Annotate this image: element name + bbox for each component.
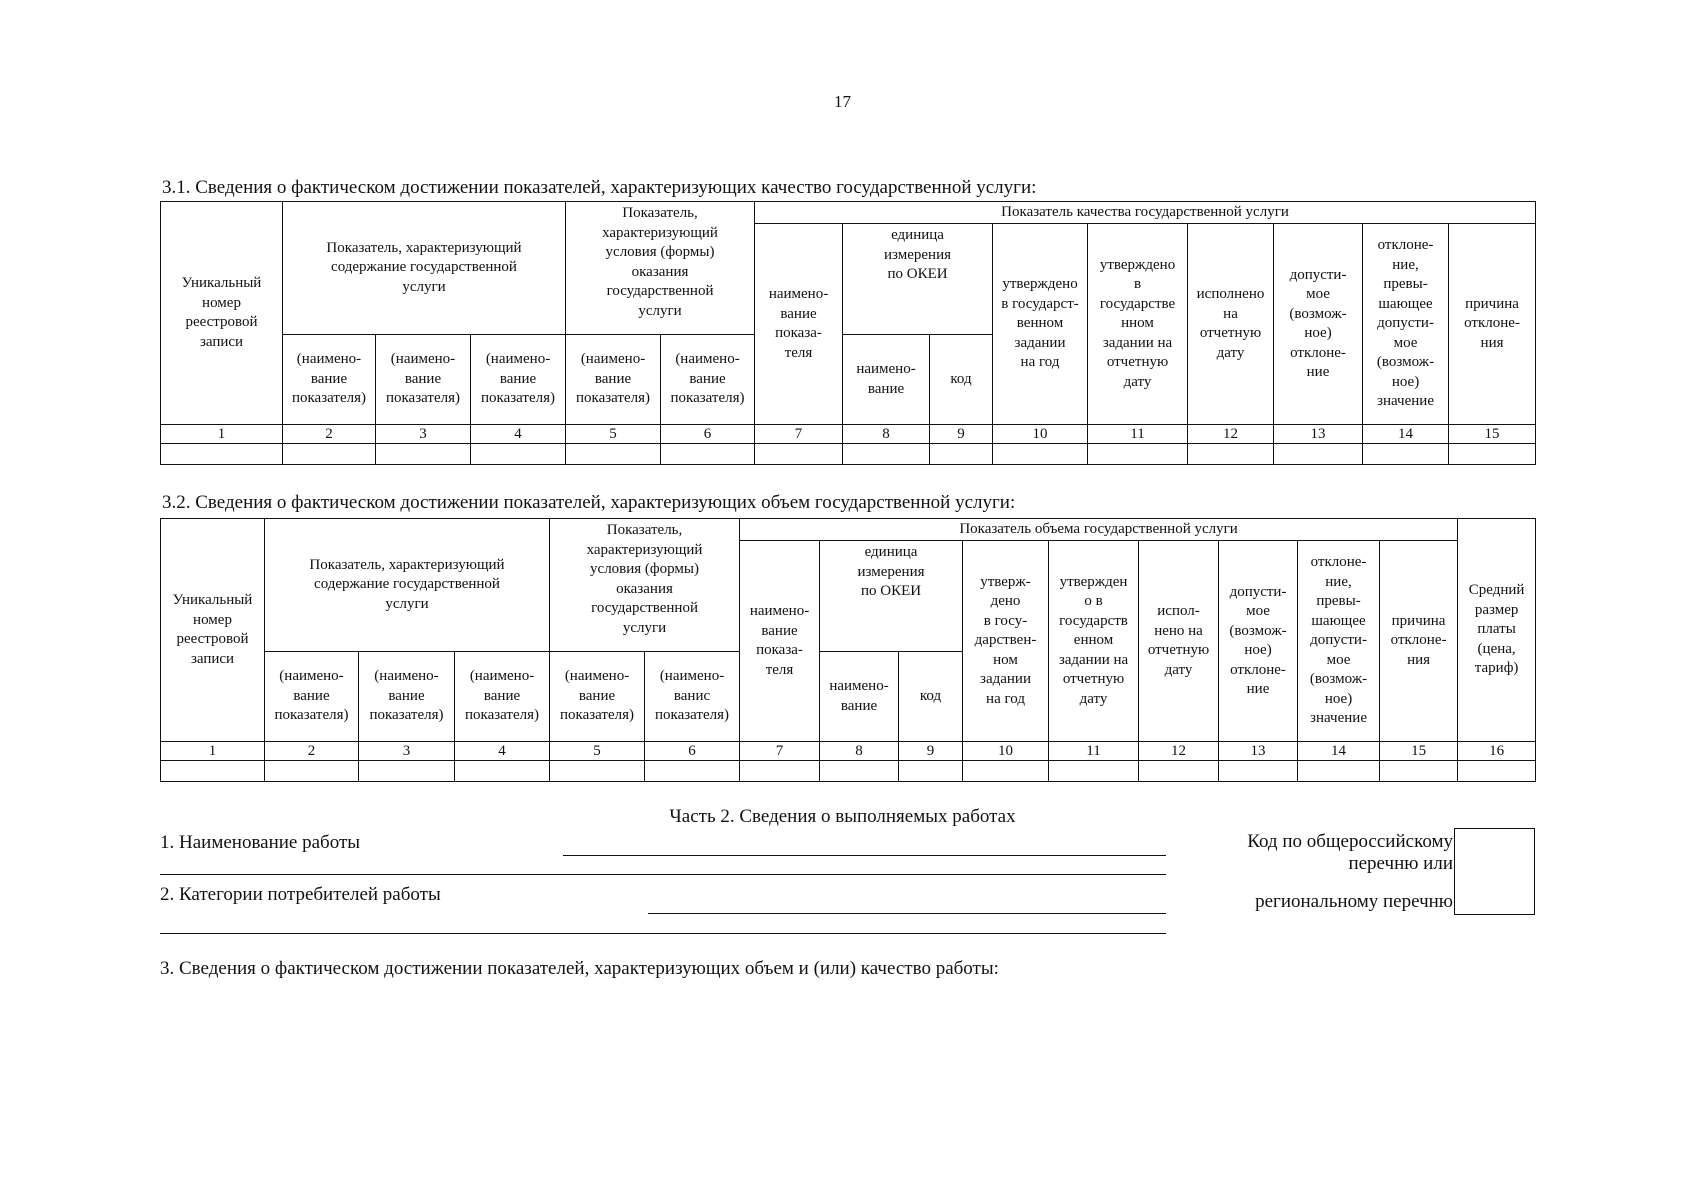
empty-data-row: [161, 444, 1536, 465]
column-number: 1: [161, 742, 265, 761]
code-label-line3: региональному перечню: [1255, 891, 1453, 912]
header-approved-year: утверждено в государст- венном задании на год: [993, 224, 1088, 425]
header-content-indicator: Показатель, характеризующий содержание государственной услуги: [265, 519, 550, 652]
header-unique-number: Уникальный номер реестровой записи: [161, 519, 265, 742]
table-cell: [740, 761, 820, 782]
table-cell: [455, 761, 550, 782]
column-number: 12: [1139, 742, 1219, 761]
header-allowed-deviation: допусти- мое (возмож- ное) отклоне- ние: [1219, 541, 1298, 742]
work-name-label: 1. Наименование работы: [160, 832, 361, 853]
table-cell: [283, 444, 376, 465]
header-approved-date: утвержден о в государств енном задании на отчетную дату: [1049, 541, 1139, 742]
header-quality-group: Показатель качества государственной услуги: [755, 202, 1536, 224]
section3-title: 3. Сведения о фактическом достижении показателей, характеризующих объем и (или) качество работы:: [160, 958, 999, 979]
column-number: 15: [1449, 425, 1536, 444]
column-number: 4: [471, 425, 566, 444]
header-sub-indicator: (наимено- вание показателя): [455, 652, 550, 742]
table-cell: [161, 761, 265, 782]
header-sub-indicator: (наимено- вание показателя): [550, 652, 645, 742]
code-label-line2: перечню или: [1348, 853, 1453, 874]
column-number: 1: [161, 425, 283, 444]
header-conditions-indicator: Показатель, характеризующий условия (формы) оказания государственной услуги: [550, 519, 740, 652]
header-sub-indicator: (наимено- вание показателя): [661, 335, 755, 425]
table-cell: [1188, 444, 1274, 465]
part2-title: Часть 2. Сведения о выполняемых работах: [669, 806, 1016, 827]
table-cell: [1088, 444, 1188, 465]
code-label-line1: Код по общероссийскому: [1247, 831, 1453, 852]
header-approved-date: утверждено в государстве нном задании на отчетную дату: [1088, 224, 1188, 425]
work-consumers-continuation-line[interactable]: [160, 933, 1166, 934]
table-cell: [1139, 761, 1219, 782]
column-number: 8: [820, 742, 899, 761]
column-number: 13: [1219, 742, 1298, 761]
column-number: 9: [899, 742, 963, 761]
column-number: 6: [661, 425, 755, 444]
column-number: 11: [1049, 742, 1139, 761]
work-consumers-line[interactable]: [648, 913, 1166, 914]
header-unit-code: код: [930, 335, 993, 425]
table-cell: [930, 444, 993, 465]
table-cell: [359, 761, 455, 782]
header-exceeding-deviation: отклоне- ние, превы- шающее допусти- мое (возмож- ное) значение: [1298, 541, 1380, 742]
header-deviation-reason: причина отклоне- ния: [1380, 541, 1458, 742]
table-cell: [1363, 444, 1449, 465]
header-content-indicator: Показатель, характеризующий содержание государственной услуги: [283, 202, 566, 335]
header-sub-indicator: (наимено- вание показателя): [283, 335, 376, 425]
column-number: 14: [1298, 742, 1380, 761]
column-number: 16: [1458, 742, 1536, 761]
header-sub-indicator: (наимено- вание показателя): [265, 652, 359, 742]
header-volume-group: Показатель объема государственной услуги: [740, 519, 1458, 541]
header-approved-year: утверж- дено в госу- дарствен- ном задании на год: [963, 541, 1049, 742]
header-exceeding-deviation: отклоне- ние, превы- шающее допусти- мое (возмож- ное) значение: [1363, 224, 1449, 425]
table-cell: [566, 444, 661, 465]
table-cell: [265, 761, 359, 782]
header-sub-indicator: (наимено- вание показателя): [376, 335, 471, 425]
header-allowed-deviation: допусти- мое (возмож- ное) отклоне- ние: [1274, 224, 1363, 425]
work-name-continuation-line[interactable]: [160, 874, 1166, 875]
table-cell: [471, 444, 566, 465]
table-cell: [1219, 761, 1298, 782]
header-average-price: Средний размер платы (цена, тариф): [1458, 519, 1536, 742]
header-unique-number: Уникальный номер реестровой записи: [161, 202, 283, 425]
table-cell: [645, 761, 740, 782]
column-number: 13: [1274, 425, 1363, 444]
header-indicator-name: наимено- вание показа- теля: [755, 224, 843, 425]
table-cell: [755, 444, 843, 465]
column-number: 2: [283, 425, 376, 444]
table-cell: [963, 761, 1049, 782]
table-cell: [550, 761, 645, 782]
column-number: 4: [455, 742, 550, 761]
column-number: 3: [376, 425, 471, 444]
header-sub-indicator: (наимено- вание показателя): [471, 335, 566, 425]
table-cell: [899, 761, 963, 782]
table-cell: [661, 444, 755, 465]
table-cell: [993, 444, 1088, 465]
header-executed: исполнено на отчетную дату: [1188, 224, 1274, 425]
table-cell: [1380, 761, 1458, 782]
column-number: 12: [1188, 425, 1274, 444]
header-unit-okei: единица измерения по ОКЕИ: [820, 541, 963, 652]
table-cell: [1049, 761, 1139, 782]
column-number: 3: [359, 742, 455, 761]
column-number: 9: [930, 425, 993, 444]
column-number: 5: [566, 425, 661, 444]
header-executed: испол- нено на отчетную дату: [1139, 541, 1219, 742]
page-number: 17: [834, 92, 851, 111]
work-name-line[interactable]: [563, 855, 1166, 856]
header-unit-okei: единица измерения по ОКЕИ: [843, 224, 993, 335]
header-unit-name: наимено- вание: [843, 335, 930, 425]
header-deviation-reason: причина отклоне- ния: [1449, 224, 1536, 425]
column-number: 11: [1088, 425, 1188, 444]
column-number: 5: [550, 742, 645, 761]
table-cell: [161, 444, 283, 465]
column-number: 14: [1363, 425, 1449, 444]
column-number: 15: [1380, 742, 1458, 761]
work-consumers-label: 2. Категории потребителей работы: [160, 884, 441, 905]
table-cell: [1458, 761, 1536, 782]
table-cell: [1449, 444, 1536, 465]
quality-indicators-table: [160, 201, 1536, 465]
table-cell: [376, 444, 471, 465]
column-number: 7: [740, 742, 820, 761]
empty-data-row: [161, 761, 1536, 782]
registry-code-box[interactable]: [1454, 828, 1535, 915]
table1-title: 3.1. Сведения о фактическом достижении показателей, характеризующих качество государственной услуги:: [162, 177, 1037, 198]
column-number: 7: [755, 425, 843, 444]
header-unit-name: наимено- вание: [820, 652, 899, 742]
header-unit-code: код: [899, 652, 963, 742]
column-number-row: [161, 425, 1536, 444]
header-conditions-indicator: Показатель, характеризующий условия (формы) оказания государственной услуги: [566, 202, 755, 335]
table2-title: 3.2. Сведения о фактическом достижении показателей, характеризующих объем государственной услуги:: [162, 492, 1016, 513]
column-number: 10: [993, 425, 1088, 444]
table-cell: [820, 761, 899, 782]
column-number-row: [161, 742, 1536, 761]
header-sub-indicator: (наимено- вание показателя): [566, 335, 661, 425]
header-sub-indicator: (наимено- ванис показателя): [645, 652, 740, 742]
column-number: 2: [265, 742, 359, 761]
header-sub-indicator: (наимено- вание показателя): [359, 652, 455, 742]
volume-indicators-table: [160, 518, 1536, 782]
table-cell: [843, 444, 930, 465]
header-indicator-name: наимено- вание показа- теля: [740, 541, 820, 742]
column-number: 6: [645, 742, 740, 761]
table-cell: [1274, 444, 1363, 465]
column-number: 10: [963, 742, 1049, 761]
column-number: 8: [843, 425, 930, 444]
table-cell: [1298, 761, 1380, 782]
